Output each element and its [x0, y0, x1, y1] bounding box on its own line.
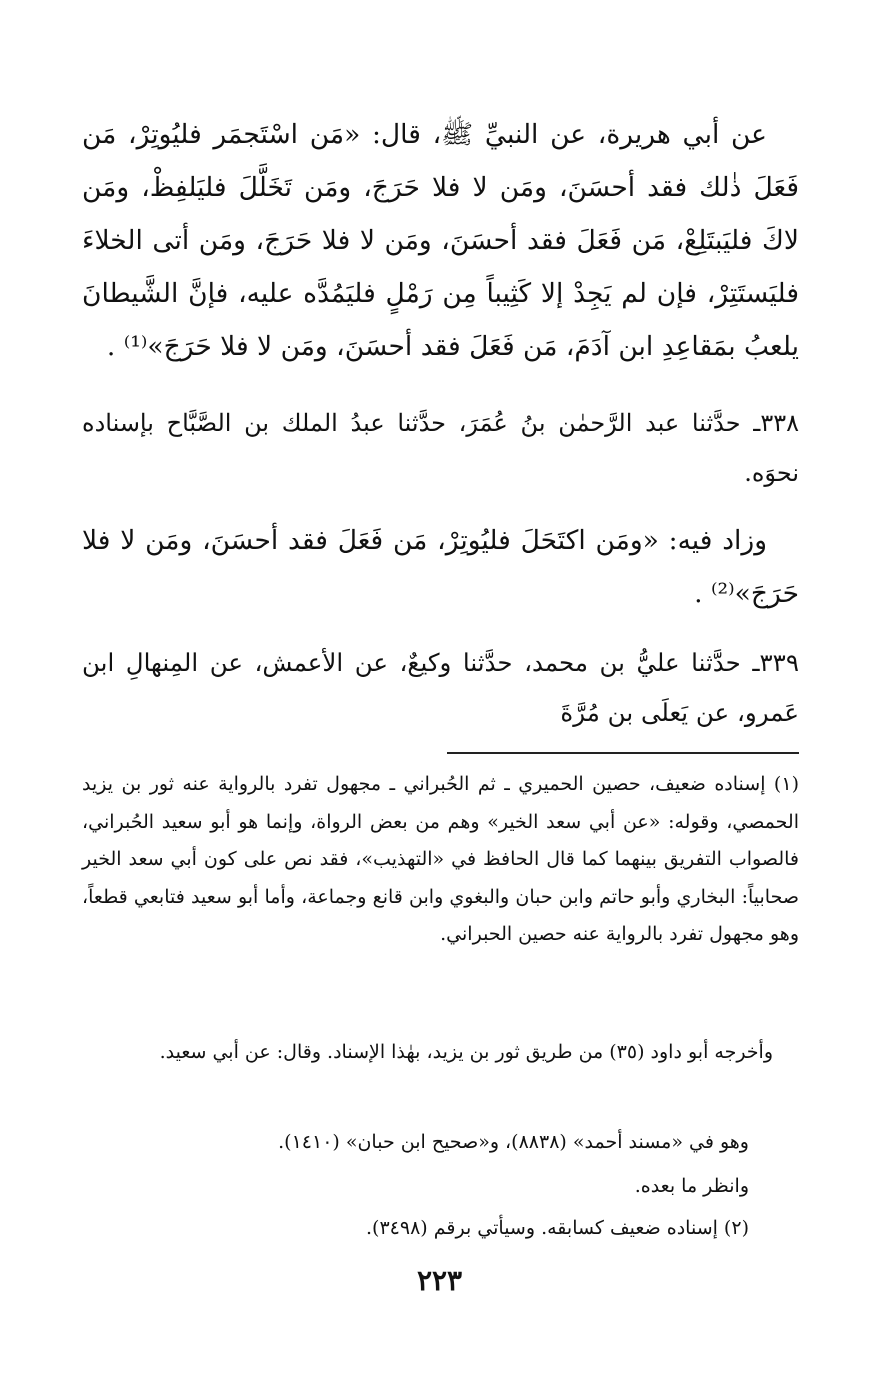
hadith-339-paragraph: ٣٣٩ـ حدَّثنا عليُّ بن محمد، حدَّثنا وكيعٌ، عن الأعمش، عن المِنهالِ ابن عَمرو، عن يَعلَى بن مُرَّةَ: [82, 648, 799, 727]
footnote-1-reference: وهو في «مسند أحمد» (٨٨٣٨)، و«صحيح ابن حبان» (١٤١٠).: [278, 1131, 749, 1153]
hadith-text-paragraph: عن أبي هريرة، عن النبيِّ ﷺ، قال: «مَن اسْتَجمَر فليُوتِرْ، مَن فَعَلَ ذٰلك فقد أحسَنَ، ومَن لا فلا حَرَجَ، ومَن تَخَلَّلَ فليَلفِظْ، ومَن لاكَ فليَبتَلِعْ، مَن فَعَلَ فقد أحسَنَ، ومَن لا فلا حَرَجَ، ومَن أتى الخلاءَ فليَستَتِرْ، فإن لم يَجِدْ إلا كَثِيباً مِن رَمْلٍ فليَمُدَّه عليه، فإنَّ الشَّيطانَ يلعبُ بمَقاعِدِ ابن آدَمَ، مَن فَعَلَ فقد أحسَنَ، ومَن لا فلا حَرَجَ»⁽¹⁾ .: [82, 119, 799, 362]
footnote-separator: [447, 752, 799, 754]
page-number: ٢٢٣: [416, 1264, 463, 1297]
hadith-338-paragraph: ٣٣٨ـ حدَّثنا عبد الرَّحمٰن بنُ عُمَرَ، حدَّثنا عبدُ الملك بن الصَّبَّاح بإسناده نحوَه.: [82, 409, 799, 487]
hadith-addition-paragraph: وزاد فيه: «ومَن اكتَحَلَ فليُوتِرْ، مَن فَعَلَ فقد أحسَنَ، ومَن لا فلا حَرَجَ»⁽²⁾ .: [82, 525, 799, 609]
footnote-1-continuation: وأخرجه أبو داود (٣٥) من طريق ثور بن يزيد، بهٰذا الإسناد. وقال: عن أبي سعيد.: [159, 1041, 773, 1063]
footnote-1-see-next: وانظر ما بعده.: [634, 1175, 749, 1197]
footnote-2: (٢) إسناده ضعيف كسابقه. وسيأتي برقم (٣٤٩٨).: [366, 1217, 749, 1239]
footnote-1: (١) إسناده ضعيف، حصين الحميري ـ ثم الحُبراني ـ مجهول تفرد بالرواية عنه ثور بن يزيد الحمصي، وقوله: «عن أبي سعد الخير» وهم من بعض الرواة، وإنما هو أبو سعيد الحُبراني، فالصواب التفريق بينهما كما قال الحافظ في «التهذيب»، فقد نص على كون أبي سعد الخير صحابياً: البخاري وأبو حاتم وابن حبان والبغوي وابن قانع وجماعة، وأما أبو سعيد فتابعي قطعاً، وهو مجهول تفرد بالرواية عنه حصين الحبراني.: [82, 773, 799, 945]
